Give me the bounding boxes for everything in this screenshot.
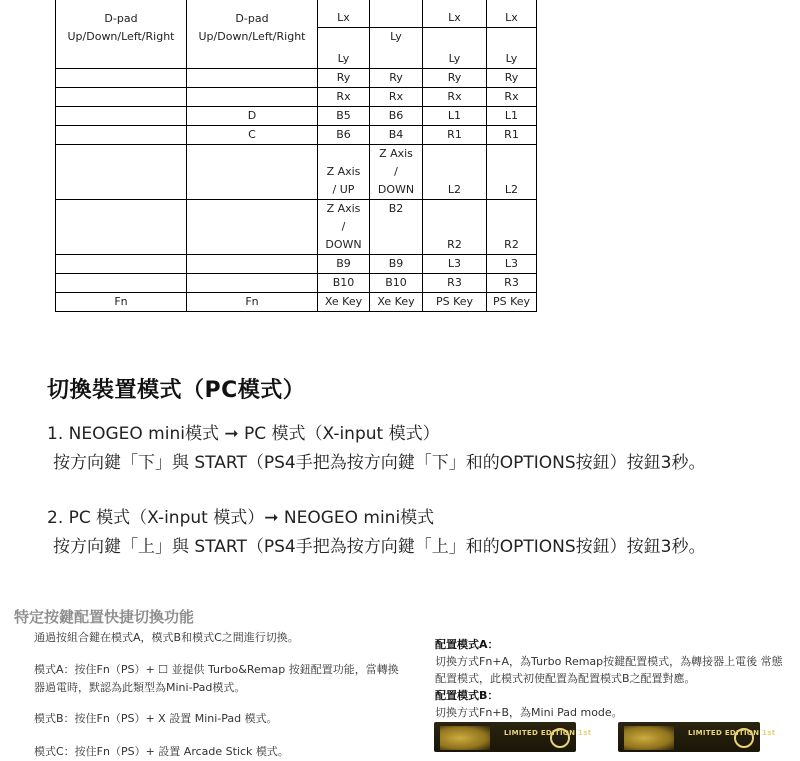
- table-row: [56, 69, 537, 88]
- table-cell: [187, 200, 318, 255]
- config-b-title: 配置模式B：: [435, 689, 499, 702]
- table-cell: [370, 107, 423, 126]
- cell-text: Up/Down/Left/Right: [67, 29, 175, 43]
- mode-switch-step-1: [47, 420, 705, 478]
- product-banner-1: [434, 722, 592, 752]
- table-cell: [318, 145, 370, 200]
- cell-text: Rx: [504, 90, 519, 103]
- cell-text: / UP: [332, 183, 355, 196]
- cell-text: Ly: [448, 52, 461, 65]
- table-cell: [187, 293, 318, 312]
- cell-text: Xe Key: [324, 295, 363, 308]
- table-cell: [370, 88, 423, 107]
- cell-text: D-pad: [104, 11, 138, 25]
- button-mapping-table: [55, 0, 537, 312]
- cell-text: Lx: [505, 11, 518, 24]
- cell-text: B9: [336, 257, 351, 270]
- cell-text: B6: [336, 128, 351, 141]
- table-cell: [423, 126, 487, 145]
- table-cell: [187, 107, 318, 126]
- table-cell: [487, 274, 537, 293]
- cell-text: Ry: [447, 71, 462, 84]
- config-a-title: 配置模式A：: [435, 638, 499, 651]
- cell-text: Lx: [448, 11, 461, 24]
- emblem-icon: [734, 728, 754, 748]
- cell-text: Fn: [245, 295, 259, 308]
- table-cell: [370, 200, 423, 255]
- table-cell: [56, 255, 187, 274]
- table-cell: [318, 255, 370, 274]
- gold-artwork-icon: [440, 726, 490, 750]
- table-cell: [56, 126, 187, 145]
- cell-text: R2: [504, 238, 519, 251]
- cell-text: Rx: [447, 90, 462, 103]
- table-row: [56, 274, 537, 293]
- cell-text: Ly: [505, 52, 518, 65]
- table-row: [56, 145, 537, 200]
- cell-text: B9: [388, 257, 404, 270]
- table-row: [56, 0, 537, 28]
- cell-text: L1: [447, 109, 462, 122]
- gold-artwork-icon: [624, 726, 674, 750]
- table-cell: [423, 28, 487, 69]
- cell-text: Z Axis: [326, 202, 361, 215]
- cell-text: R3: [447, 276, 462, 289]
- table-cell: [56, 0, 187, 69]
- table-cell: [487, 88, 537, 107]
- table-cell: [318, 126, 370, 145]
- table-cell: [487, 28, 537, 69]
- table-cell: [370, 28, 423, 69]
- table-cell: [487, 107, 537, 126]
- table-cell: [370, 0, 423, 28]
- cell-text: B10: [332, 276, 355, 289]
- cell-text: Rx: [336, 90, 351, 103]
- table-row: [56, 293, 537, 312]
- table-cell: [56, 200, 187, 255]
- cell-text: /: [341, 220, 346, 233]
- emblem-icon: [550, 728, 570, 748]
- mode-c-description: 模式C：按住Fn（PS）+ 設置 Arcade Stick 模式。: [34, 745, 289, 758]
- table-row: [56, 126, 537, 145]
- cell-text: L3: [447, 257, 462, 270]
- table-cell: [318, 274, 370, 293]
- table-cell: [56, 293, 187, 312]
- cell-text: Ly: [390, 30, 402, 43]
- table-cell: [423, 107, 487, 126]
- table-cell: [187, 69, 318, 88]
- step-2-detail: 按方向鍵「上」與 START（PS4手把為按方向鍵「上」和的OPTIONS按鈕）按鈕3秒。: [53, 537, 706, 557]
- table-cell: [318, 293, 370, 312]
- cell-text: R1: [447, 128, 462, 141]
- cell-text: Up/Down/Left/Right: [198, 29, 306, 43]
- cell-text: B6: [388, 109, 404, 122]
- cell-text: L3: [504, 257, 519, 270]
- cell-text: R1: [504, 128, 519, 141]
- table-cell: [318, 200, 370, 255]
- table-cell: [56, 274, 187, 293]
- cell-text: B10: [385, 276, 407, 289]
- cell-text: /: [394, 165, 398, 178]
- cell-text: PS Key: [492, 295, 531, 308]
- table-cell: [56, 145, 187, 200]
- mode-a-description: 模式A：按住Fn（PS）+ ☐ 並提供 Turbo&Remap 按鈕配置功能，當轉換器過電時，默認為此類型為Mini-Pad模式。: [34, 663, 399, 694]
- cell-text: Xe Key: [377, 295, 415, 308]
- cell-text: L2: [447, 183, 462, 196]
- mode-b-description: 模式B：按住Fn（PS）+ X 設置 Mini-Pad 模式。: [34, 712, 278, 725]
- cell-text: Ry: [389, 71, 403, 84]
- table-cell: [423, 200, 487, 255]
- cell-text: Ry: [504, 71, 519, 84]
- config-modes: [435, 636, 785, 721]
- table-cell: [187, 126, 318, 145]
- cell-text: D-pad: [235, 11, 269, 25]
- cell-text: Ly: [337, 52, 350, 65]
- table-row: [56, 107, 537, 126]
- table-cell: [318, 107, 370, 126]
- cell-text: Fn: [114, 295, 128, 308]
- table-cell: [56, 88, 187, 107]
- table-cell: [318, 69, 370, 88]
- banner-label-2: LIMITED EDITION 1st: [688, 729, 776, 737]
- table-row: [56, 255, 537, 274]
- cell-text: DOWN: [325, 238, 362, 251]
- cell-text: D: [247, 109, 257, 122]
- table-cell: [187, 88, 318, 107]
- cell-text: PS Key: [435, 295, 474, 308]
- cell-text: B4: [388, 128, 404, 141]
- product-banner-2: [618, 722, 776, 752]
- cell-text: Rx: [388, 90, 404, 103]
- step-2-line: 2. PC 模式（X-input 模式）➞ NEOGEO mini模式: [47, 508, 435, 528]
- table-cell: [187, 274, 318, 293]
- table-cell: [187, 255, 318, 274]
- table-cell: [370, 274, 423, 293]
- cell-text: L1: [504, 109, 519, 122]
- table-cell: [423, 255, 487, 274]
- promo-image: [0, 598, 800, 758]
- cell-text: R3: [504, 276, 519, 289]
- step-1-detail: 按方向鍵「下」與 START（PS4手把為按方向鍵「下」和的OPTIONS按鈕）按鈕3秒。: [53, 453, 706, 473]
- table-cell: [423, 274, 487, 293]
- table-cell: [370, 255, 423, 274]
- cell-text: Z Axis: [379, 147, 413, 160]
- cell-text: B2: [388, 202, 404, 215]
- cell-text: R2: [447, 238, 462, 251]
- table-cell: [370, 145, 423, 200]
- table-cell: [56, 107, 187, 126]
- table-cell: [487, 126, 537, 145]
- mode-switch-step-2: [47, 504, 705, 562]
- cell-text: DOWN: [377, 183, 415, 196]
- promo-intro: 通過按組合鍵在模式A，模式B和模式C之間進行切換。: [34, 631, 299, 644]
- banner-label-1: LIMITED EDITION 1st: [504, 729, 592, 737]
- table-cell: [423, 293, 487, 312]
- table-row: [56, 88, 537, 107]
- table-cell: [370, 126, 423, 145]
- cell-text: C: [248, 128, 256, 141]
- table-cell: [423, 145, 487, 200]
- table-cell: [318, 28, 370, 69]
- table-row: [56, 200, 537, 255]
- config-a-body: 切換方式Fn+A，為Turbo Remap按鍵配置模式，為轉接器上電後 常態配置模式，此模式初使配置為配置模式B之配置對應。: [435, 655, 783, 685]
- table-cell: [423, 88, 487, 107]
- table-cell: [487, 293, 537, 312]
- table-cell: [487, 255, 537, 274]
- step-1-line: 1. NEOGEO mini模式 ➞ PC 模式（X-input 模式）: [47, 424, 440, 444]
- table-cell: [187, 145, 318, 200]
- table-cell: [370, 69, 423, 88]
- cell-text: Z Axis: [326, 165, 361, 178]
- table-cell: [56, 69, 187, 88]
- table-cell: [423, 69, 487, 88]
- promo-title: 特定按鍵配置快捷切換功能: [14, 608, 195, 626]
- cell-text: Ry: [336, 71, 351, 84]
- table-cell: [318, 88, 370, 107]
- cell-text: B5: [336, 109, 351, 122]
- cell-text: Lx: [337, 11, 350, 24]
- table-cell: [370, 293, 423, 312]
- cell-text: L2: [504, 183, 519, 196]
- table-cell: [487, 0, 537, 28]
- table-cell: [487, 145, 537, 200]
- table-cell: [318, 0, 370, 28]
- section-title: 切換裝置模式（PC模式）: [47, 378, 306, 403]
- table-cell: [487, 200, 537, 255]
- config-b-body: 切換方式Fn+B，為Mini Pad mode。: [435, 706, 623, 719]
- table-cell: [423, 0, 487, 28]
- table-cell: [487, 69, 537, 88]
- table-cell: [187, 0, 318, 69]
